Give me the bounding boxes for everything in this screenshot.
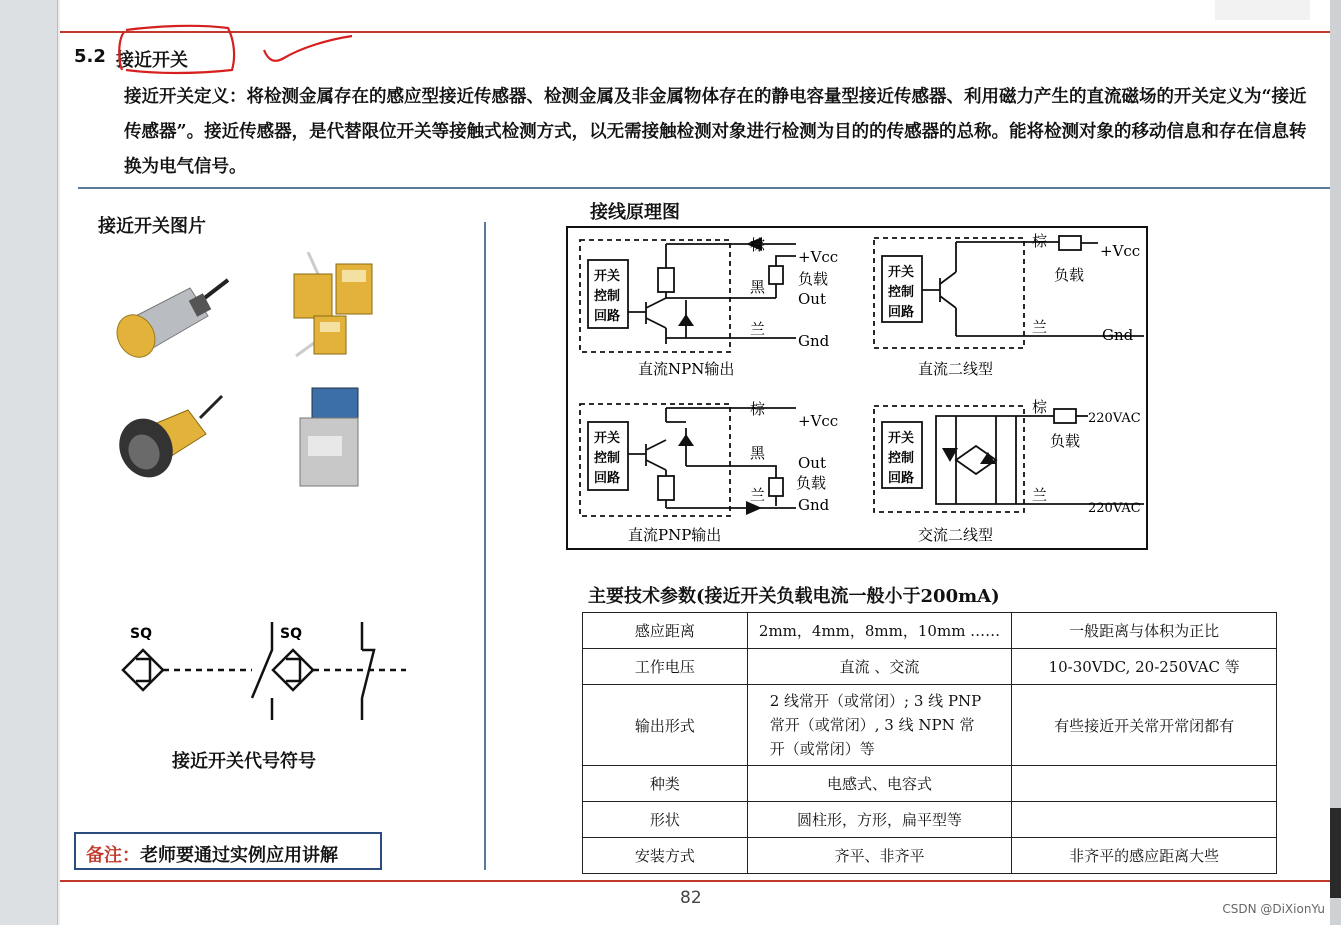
- header-logo: [1215, 0, 1310, 20]
- pnp-brown-label: 棕: [750, 400, 766, 418]
- ctrl-label-4: 开关: [888, 265, 915, 280]
- table-row: [583, 649, 1277, 685]
- ac2-load-label: 负载: [1050, 432, 1081, 450]
- dc2-brown-label: 棕: [1032, 232, 1048, 250]
- table-row: [583, 802, 1277, 838]
- npn-gnd-label: Gnd: [798, 332, 830, 350]
- dc2-load-label: 负载: [1054, 266, 1085, 284]
- param-note: 有些接近开关常开常闭都有: [1012, 685, 1277, 766]
- param-note: [1012, 766, 1277, 802]
- dc2-caption: 直流二线型: [918, 360, 994, 378]
- npn-caption: 直流NPN输出: [638, 360, 735, 378]
- pnp-caption: 直流PNP输出: [628, 526, 722, 544]
- param-name: 形状: [583, 802, 748, 838]
- ac2-vac-bottom-label: 220VAC: [1088, 501, 1141, 516]
- ctrl-label-11: 控制: [888, 451, 915, 466]
- param-value: 圆柱形，方形，扁平型等: [747, 802, 1012, 838]
- param-value: 2mm，4mm，8mm，10mm ……: [747, 613, 1012, 649]
- content-rule: [78, 187, 1330, 189]
- wiring-title: 接线原理图: [590, 202, 680, 223]
- red-pen-annotation: [96, 20, 356, 80]
- npn-load-label: 负载: [798, 270, 829, 288]
- params-table: [582, 612, 1277, 874]
- param-value-line: 开（或常闭）等: [769, 740, 875, 758]
- viewer-scrollbar[interactable]: [1329, 0, 1341, 925]
- pnp-out-label: Out: [798, 454, 826, 472]
- cylindrical-sensor-image: [110, 272, 230, 364]
- npn-out-label: Out: [798, 290, 826, 308]
- table-row: [583, 613, 1277, 649]
- document-page: [60, 0, 1330, 925]
- ctrl-label-6: 回路: [888, 305, 915, 320]
- param-note: 非齐平的感应距离大些: [1012, 838, 1277, 874]
- npn-brown-label: 棕: [750, 236, 766, 254]
- symbol-label-nc: SQ: [280, 626, 302, 642]
- npn-vcc-label: +Vcc: [798, 248, 839, 266]
- pnp-load-label: 负载: [796, 474, 827, 492]
- definition-paragraph: [124, 80, 1322, 185]
- section-number: 5.2: [74, 46, 106, 67]
- ctrl-label-10: 开关: [888, 431, 915, 446]
- watermark: CSDN @DiXionYu: [1222, 902, 1325, 916]
- param-name: 工作电压: [583, 649, 748, 685]
- ac2-caption: 交流二线型: [918, 526, 994, 544]
- scrollbar-thumb[interactable]: [1329, 808, 1341, 898]
- pnp-black-label: 黑: [750, 444, 766, 462]
- rectangular-sensor-image: [292, 384, 374, 494]
- dc2-blue-label: 兰: [1032, 318, 1048, 336]
- ctrl-label-5: 控制: [888, 285, 915, 300]
- ctrl-label-2: 控制: [594, 289, 621, 304]
- ctrl-label-9: 回路: [594, 471, 621, 486]
- pnp-blue-label: 兰: [750, 486, 766, 504]
- param-note: 一般距离与体积为正比: [1012, 613, 1277, 649]
- definition-text: 将检测金属存在的感应型接近传感器、检测金属及非金属物体存在的静电容量型接近传感器、利用磁力产生的直流磁场的开关定义为“接近传感器”。接近传感器，是代替限位开关等接触式检测方式，以无需接触检测对象进行检测为目的的传感器的总称。能将检测对象的移动信息和存在信息转换为电气信号。: [124, 87, 1307, 177]
- note-label: 备注：: [86, 845, 140, 866]
- param-value-line: 2 线常开（或常闭）; 3 线 PNP: [769, 692, 982, 710]
- ctrl-label-12: 回路: [888, 471, 915, 486]
- wiring-diagram: [566, 226, 1148, 550]
- ac2-blue-label: 兰: [1032, 486, 1048, 504]
- definition-lead: 接近开关定义：: [124, 87, 247, 107]
- ctrl-label-8: 控制: [594, 451, 621, 466]
- dc2-vcc-label: +Vcc: [1100, 242, 1141, 260]
- ac2-vac-top-label: 220VAC: [1088, 411, 1141, 426]
- footer-rule: [60, 880, 1330, 882]
- param-note: 10-30VDC, 20-250VAC 等: [1012, 649, 1277, 685]
- pictures-title: 接近开关图片: [98, 216, 206, 237]
- page-number: 82: [680, 888, 702, 908]
- note-box: [74, 832, 382, 870]
- param-value: 齐平、非齐平: [747, 838, 1012, 874]
- pnp-vcc-label: +Vcc: [798, 412, 839, 430]
- npn-blue-label: 兰: [750, 320, 766, 338]
- round-sensor-image: [110, 392, 230, 488]
- param-value: [747, 685, 1012, 766]
- param-name: 安装方式: [583, 838, 748, 874]
- ctrl-label-7: 开关: [594, 431, 621, 446]
- table-row: [583, 685, 1277, 766]
- param-value: 电感式、电容式: [747, 766, 1012, 802]
- proximity-switch-symbols: [116, 612, 406, 732]
- npn-black-label: 黑: [750, 278, 766, 296]
- param-note: [1012, 802, 1277, 838]
- param-value-line: 常开（或常闭）, 3 线 NPN 常: [769, 716, 975, 734]
- symbol-label-no: SQ: [130, 626, 152, 642]
- note-text: 老师要通过实例应用讲解: [140, 845, 338, 866]
- param-name: 输出形式: [583, 685, 748, 766]
- ctrl-label-3: 回路: [594, 309, 621, 324]
- viewer-left-gutter: [0, 0, 58, 925]
- section-title: 接近开关: [116, 50, 188, 71]
- param-value: 直流 、交流: [747, 649, 1012, 685]
- table-row: [583, 766, 1277, 802]
- param-name: 感应距离: [583, 613, 748, 649]
- dc2-gnd-label: Gnd: [1102, 326, 1134, 344]
- params-title: 主要技术参数(接近开关负载电流一般小于200mA): [588, 586, 1000, 607]
- pnp-gnd-label: Gnd: [798, 496, 830, 514]
- ac2-brown-label: 棕: [1032, 398, 1048, 416]
- symbol-caption: 接近开关代号符号: [172, 751, 316, 772]
- ctrl-label-1: 开关: [594, 269, 621, 284]
- table-row: [583, 838, 1277, 874]
- square-sensor-image: [288, 252, 398, 360]
- column-divider: [484, 222, 486, 870]
- param-name: 种类: [583, 766, 748, 802]
